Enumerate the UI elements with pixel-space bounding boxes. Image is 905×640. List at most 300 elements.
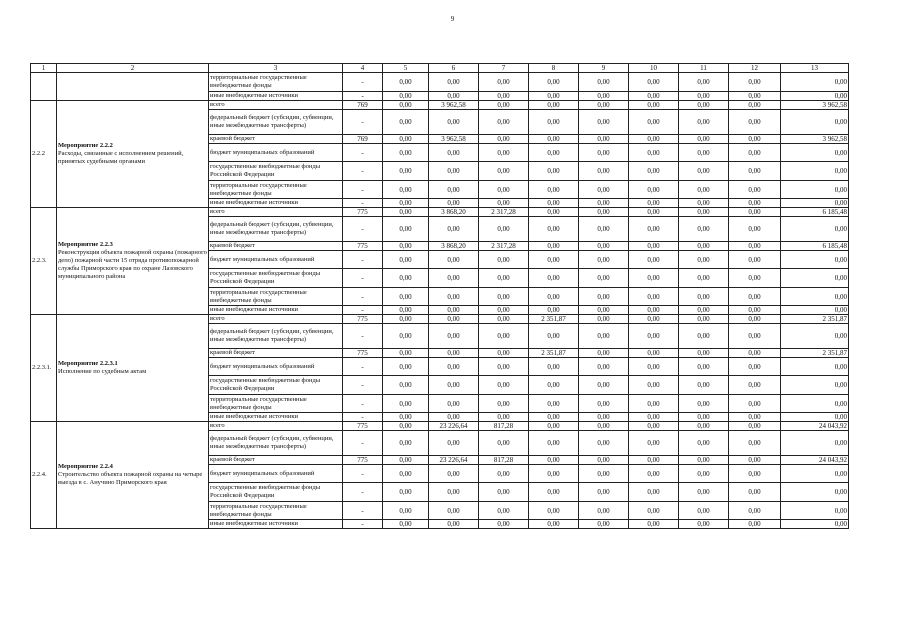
column-9-value: 0,00 — [579, 101, 629, 110]
column-13-value: 6 185,48 — [781, 208, 849, 217]
column-9-value: 0,00 — [579, 288, 629, 306]
column-number-12: 12 — [729, 64, 781, 73]
column-6-value: 0,00 — [429, 73, 479, 92]
funding-source: государственные внебюджетные фонды Российской Федерации — [209, 162, 343, 181]
column-8-value: 0,00 — [529, 144, 579, 162]
column-7-value: 0,00 — [479, 465, 529, 483]
column-11-value: 0,00 — [679, 520, 729, 529]
column-9-value: 0,00 — [579, 483, 629, 502]
column-8-value: 0,00 — [529, 242, 579, 251]
column-6-value: 3 962,58 — [429, 135, 479, 144]
measure-description — [57, 315, 209, 422]
column-12-value: 0,00 — [729, 269, 781, 288]
column-9-value: 0,00 — [579, 269, 629, 288]
column-9-value: 0,00 — [579, 144, 629, 162]
column-12-value: 0,00 — [729, 395, 781, 413]
column-10-value: 0,00 — [629, 92, 679, 101]
column-13-value: 24 043,92 — [781, 456, 849, 465]
column-5-value: 0,00 — [383, 349, 429, 358]
column-5-value: 0,00 — [383, 315, 429, 324]
column-4-value: - — [343, 73, 383, 92]
column-5-value: 0,00 — [383, 422, 429, 431]
column-7-value: 0,00 — [479, 315, 529, 324]
column-5-value: 0,00 — [383, 431, 429, 456]
column-5-value: 0,00 — [383, 162, 429, 181]
column-10-value: 0,00 — [629, 110, 679, 135]
column-number-row — [31, 64, 849, 73]
column-7-value: 0,00 — [479, 502, 529, 520]
column-13-value: 0,00 — [781, 110, 849, 135]
column-11-value: 0,00 — [679, 144, 729, 162]
column-5-value: 0,00 — [383, 208, 429, 217]
column-12-value: 0,00 — [729, 349, 781, 358]
column-11-value: 0,00 — [679, 465, 729, 483]
column-7-value: 0,00 — [479, 199, 529, 208]
column-7-value: 0,00 — [479, 376, 529, 395]
column-9-value: 0,00 — [579, 502, 629, 520]
column-4-value: - — [343, 483, 383, 502]
column-4-value: - — [343, 324, 383, 349]
column-4-value: - — [343, 181, 383, 199]
column-4-value: - — [343, 269, 383, 288]
column-7-value: 0,00 — [479, 251, 529, 269]
funding-source: бюджет муниципальных образований — [209, 251, 343, 269]
column-13-value: 0,00 — [781, 217, 849, 242]
column-7-value: 0,00 — [479, 395, 529, 413]
column-10-value: 0,00 — [629, 162, 679, 181]
column-5-value: 0,00 — [383, 358, 429, 376]
column-8-value: 0,00 — [529, 162, 579, 181]
column-7-value: 0,00 — [479, 110, 529, 135]
measure-title: Мероприятие 2.2.4 — [58, 463, 113, 470]
continuation-code-cell — [31, 73, 57, 101]
funding-source: территориальные государственные внебюджетные фонды — [209, 181, 343, 199]
column-4-value: - — [343, 199, 383, 208]
column-10-value: 0,00 — [629, 520, 679, 529]
column-5-value: 0,00 — [383, 324, 429, 349]
column-6-value: 23 226,64 — [429, 422, 479, 431]
column-8-value: 0,00 — [529, 413, 579, 422]
column-11-value: 0,00 — [679, 324, 729, 349]
column-5-value: 0,00 — [383, 73, 429, 92]
column-12-value: 0,00 — [729, 431, 781, 456]
column-7-value: 0,00 — [479, 92, 529, 101]
column-8-value: 0,00 — [529, 101, 579, 110]
column-12-value: 0,00 — [729, 73, 781, 92]
column-6-value: 23 226,64 — [429, 456, 479, 465]
column-12-value: 0,00 — [729, 92, 781, 101]
column-12-value: 0,00 — [729, 456, 781, 465]
column-13-value: 0,00 — [781, 483, 849, 502]
column-12-value: 0,00 — [729, 135, 781, 144]
funding-source: государственные внебюджетные фонды Российской Федерации — [209, 483, 343, 502]
measure-description — [57, 208, 209, 315]
column-number-10: 10 — [629, 64, 679, 73]
column-5-value: 0,00 — [383, 92, 429, 101]
column-12-value: 0,00 — [729, 306, 781, 315]
funding-source: федеральный бюджет (субсидии, субвенции, иные межбюджетные трансферты) — [209, 217, 343, 242]
column-number-9: 9 — [579, 64, 629, 73]
column-4-value: - — [343, 217, 383, 242]
column-9-value: 0,00 — [579, 349, 629, 358]
funding-source: бюджет муниципальных образований — [209, 144, 343, 162]
column-12-value: 0,00 — [729, 502, 781, 520]
column-4-value: - — [343, 306, 383, 315]
column-6-value: 0,00 — [429, 181, 479, 199]
column-5-value: 0,00 — [383, 483, 429, 502]
column-12-value: 0,00 — [729, 242, 781, 251]
column-12-value: 0,00 — [729, 144, 781, 162]
column-13-value: 0,00 — [781, 269, 849, 288]
column-13-value: 0,00 — [781, 431, 849, 456]
column-9-value: 0,00 — [579, 217, 629, 242]
column-4-value: 775 — [343, 349, 383, 358]
column-5-value: 0,00 — [383, 144, 429, 162]
column-number-2: 2 — [57, 64, 209, 73]
column-11-value: 0,00 — [679, 92, 729, 101]
column-6-value: 0,00 — [429, 502, 479, 520]
column-11-value: 0,00 — [679, 199, 729, 208]
column-11-value: 0,00 — [679, 502, 729, 520]
column-13-value: 2 351,87 — [781, 349, 849, 358]
column-11-value: 0,00 — [679, 315, 729, 324]
column-5-value: 0,00 — [383, 456, 429, 465]
column-9-value: 0,00 — [579, 431, 629, 456]
column-7-value: 0,00 — [479, 413, 529, 422]
column-9-value: 0,00 — [579, 324, 629, 349]
column-11-value: 0,00 — [679, 431, 729, 456]
column-8-value: 0,00 — [529, 199, 579, 208]
column-8-value: 0,00 — [529, 269, 579, 288]
column-4-value: - — [343, 358, 383, 376]
column-5-value: 0,00 — [383, 269, 429, 288]
funding-source: бюджет муниципальных образований — [209, 465, 343, 483]
column-9-value: 0,00 — [579, 73, 629, 92]
column-12-value: 0,00 — [729, 251, 781, 269]
budget-table — [30, 63, 849, 529]
column-7-value: 817,28 — [479, 422, 529, 431]
column-13-value: 2 351,87 — [781, 315, 849, 324]
column-8-value: 0,00 — [529, 306, 579, 315]
column-11-value: 0,00 — [679, 101, 729, 110]
column-10-value: 0,00 — [629, 413, 679, 422]
column-9-value: 0,00 — [579, 251, 629, 269]
column-number-8: 8 — [529, 64, 579, 73]
column-9-value: 0,00 — [579, 181, 629, 199]
column-8-value: 0,00 — [529, 483, 579, 502]
column-10-value: 0,00 — [629, 199, 679, 208]
column-5-value: 0,00 — [383, 217, 429, 242]
column-4-value: 769 — [343, 135, 383, 144]
measure-code: 2.2.2 — [31, 101, 57, 208]
column-10-value: 0,00 — [629, 422, 679, 431]
column-4-value: - — [343, 465, 383, 483]
column-8-value: 0,00 — [529, 110, 579, 135]
column-13-value: 0,00 — [781, 306, 849, 315]
column-12-value: 0,00 — [729, 288, 781, 306]
column-4-value: 775 — [343, 315, 383, 324]
column-7-value: 0,00 — [479, 101, 529, 110]
column-6-value: 0,00 — [429, 306, 479, 315]
measure-code: 2.2.4. — [31, 422, 57, 529]
column-13-value: 0,00 — [781, 376, 849, 395]
column-9-value: 0,00 — [579, 422, 629, 431]
measure-text: Исполнение по судебным актам — [58, 368, 147, 375]
column-number-1: 1 — [31, 64, 57, 73]
column-12-value: 0,00 — [729, 110, 781, 135]
column-5-value: 0,00 — [383, 520, 429, 529]
column-12-value: 0,00 — [729, 181, 781, 199]
column-10-value: 0,00 — [629, 306, 679, 315]
column-10-value: 0,00 — [629, 288, 679, 306]
column-10-value: 0,00 — [629, 315, 679, 324]
column-10-value: 0,00 — [629, 483, 679, 502]
column-12-value: 0,00 — [729, 101, 781, 110]
funding-source: иные внебюджетные источники — [209, 92, 343, 101]
column-6-value: 0,00 — [429, 144, 479, 162]
column-10-value: 0,00 — [629, 431, 679, 456]
column-11-value: 0,00 — [679, 73, 729, 92]
column-4-value: - — [343, 92, 383, 101]
column-13-value: 0,00 — [781, 413, 849, 422]
column-5-value: 0,00 — [383, 413, 429, 422]
column-13-value: 0,00 — [781, 92, 849, 101]
table-row — [31, 101, 849, 110]
funding-source: всего — [209, 208, 343, 217]
column-4-value: 775 — [343, 242, 383, 251]
column-13-value: 0,00 — [781, 288, 849, 306]
column-8-value: 0,00 — [529, 217, 579, 242]
column-13-value: 6 185,48 — [781, 242, 849, 251]
column-6-value: 0,00 — [429, 413, 479, 422]
column-6-value: 0,00 — [429, 162, 479, 181]
funding-source: иные внебюджетные источники — [209, 199, 343, 208]
column-7-value: 2 317,28 — [479, 208, 529, 217]
column-5-value: 0,00 — [383, 376, 429, 395]
column-11-value: 0,00 — [679, 242, 729, 251]
column-13-value: 0,00 — [781, 251, 849, 269]
column-4-value: 775 — [343, 208, 383, 217]
measure-description — [57, 101, 209, 208]
column-12-value: 0,00 — [729, 483, 781, 502]
funding-source: федеральный бюджет (субсидии, субвенции, иные межбюджетные трансферты) — [209, 110, 343, 135]
column-11-value: 0,00 — [679, 181, 729, 199]
column-10-value: 0,00 — [629, 269, 679, 288]
funding-source: краевой бюджет — [209, 135, 343, 144]
column-9-value: 0,00 — [579, 413, 629, 422]
column-7-value: 0,00 — [479, 520, 529, 529]
column-10-value: 0,00 — [629, 208, 679, 217]
column-9-value: 0,00 — [579, 208, 629, 217]
column-7-value: 0,00 — [479, 358, 529, 376]
column-4-value: - — [343, 251, 383, 269]
column-13-value: 0,00 — [781, 520, 849, 529]
column-12-value: 0,00 — [729, 422, 781, 431]
column-11-value: 0,00 — [679, 456, 729, 465]
column-8-value: 0,00 — [529, 251, 579, 269]
column-7-value: 0,00 — [479, 431, 529, 456]
column-13-value: 0,00 — [781, 199, 849, 208]
column-4-value: 775 — [343, 422, 383, 431]
column-6-value: 0,00 — [429, 315, 479, 324]
column-7-value: 0,00 — [479, 349, 529, 358]
measure-text: Реконструкция объекта пожарной охраны (пожарного депо) пожарной части 15 отряда противопожарной службы Приморского края по охране Лазовского муниципального района — [58, 249, 207, 280]
column-7-value: 0,00 — [479, 162, 529, 181]
column-10-value: 0,00 — [629, 456, 679, 465]
column-10-value: 0,00 — [629, 242, 679, 251]
column-5-value: 0,00 — [383, 251, 429, 269]
column-11-value: 0,00 — [679, 208, 729, 217]
column-8-value: 0,00 — [529, 502, 579, 520]
column-4-value: - — [343, 413, 383, 422]
column-9-value: 0,00 — [579, 242, 629, 251]
column-5-value: 0,00 — [383, 288, 429, 306]
column-9-value: 0,00 — [579, 92, 629, 101]
column-11-value: 0,00 — [679, 162, 729, 181]
column-8-value: 0,00 — [529, 520, 579, 529]
column-10-value: 0,00 — [629, 502, 679, 520]
funding-source: территориальные государственные внебюджетные фонды — [209, 288, 343, 306]
column-number-7: 7 — [479, 64, 529, 73]
column-10-value: 0,00 — [629, 376, 679, 395]
column-number-5: 5 — [383, 64, 429, 73]
measure-title: Мероприятие 2.2.2 — [58, 142, 113, 149]
column-10-value: 0,00 — [629, 395, 679, 413]
column-6-value: 0,00 — [429, 465, 479, 483]
column-6-value: 0,00 — [429, 110, 479, 135]
column-11-value: 0,00 — [679, 110, 729, 135]
column-13-value: 0,00 — [781, 395, 849, 413]
funding-source: федеральный бюджет (субсидии, субвенции, иные межбюджетные трансферты) — [209, 431, 343, 456]
column-6-value: 3 868,20 — [429, 242, 479, 251]
column-8-value: 0,00 — [529, 422, 579, 431]
page-number: 9 — [450, 15, 455, 23]
column-9-value: 0,00 — [579, 456, 629, 465]
column-13-value: 3 962,58 — [781, 135, 849, 144]
column-9-value: 0,00 — [579, 395, 629, 413]
column-8-value: 0,00 — [529, 465, 579, 483]
column-11-value: 0,00 — [679, 483, 729, 502]
continuation-description-cell — [57, 73, 209, 101]
funding-source: государственные внебюджетные фонды Российской Федерации — [209, 269, 343, 288]
column-6-value: 0,00 — [429, 520, 479, 529]
measure-title: Мероприятие 2.2.3 — [58, 241, 113, 248]
column-11-value: 0,00 — [679, 376, 729, 395]
column-7-value: 0,00 — [479, 324, 529, 349]
column-4-value: - — [343, 395, 383, 413]
column-5-value: 0,00 — [383, 135, 429, 144]
column-12-value: 0,00 — [729, 162, 781, 181]
funding-source: территориальные государственные внебюджетные фонды — [209, 502, 343, 520]
column-8-value: 0,00 — [529, 376, 579, 395]
funding-source: иные внебюджетные источники — [209, 413, 343, 422]
column-13-value: 0,00 — [781, 502, 849, 520]
column-12-value: 0,00 — [729, 217, 781, 242]
funding-source: федеральный бюджет (субсидии, субвенции, иные межбюджетные трансферты) — [209, 324, 343, 349]
column-6-value: 0,00 — [429, 358, 479, 376]
column-7-value: 0,00 — [479, 73, 529, 92]
column-4-value: - — [343, 376, 383, 395]
column-6-value: 0,00 — [429, 483, 479, 502]
column-6-value: 0,00 — [429, 431, 479, 456]
column-11-value: 0,00 — [679, 349, 729, 358]
column-10-value: 0,00 — [629, 181, 679, 199]
column-7-value: 0,00 — [479, 217, 529, 242]
column-12-value: 0,00 — [729, 315, 781, 324]
column-11-value: 0,00 — [679, 358, 729, 376]
column-5-value: 0,00 — [383, 502, 429, 520]
column-9-value: 0,00 — [579, 465, 629, 483]
measure-code: 2.2.3. — [31, 208, 57, 315]
funding-source: краевой бюджет — [209, 349, 343, 358]
column-5-value: 0,00 — [383, 110, 429, 135]
column-4-value: - — [343, 162, 383, 181]
column-6-value: 0,00 — [429, 199, 479, 208]
column-9-value: 0,00 — [579, 135, 629, 144]
column-8-value: 0,00 — [529, 358, 579, 376]
column-7-value: 0,00 — [479, 181, 529, 199]
funding-source: всего — [209, 101, 343, 110]
column-12-value: 0,00 — [729, 208, 781, 217]
column-11-value: 0,00 — [679, 269, 729, 288]
column-number-11: 11 — [679, 64, 729, 73]
column-9-value: 0,00 — [579, 110, 629, 135]
column-12-value: 0,00 — [729, 199, 781, 208]
funding-source: территориальные государственные внебюджетные фонды — [209, 73, 343, 92]
column-9-value: 0,00 — [579, 376, 629, 395]
column-8-value: 0,00 — [529, 135, 579, 144]
column-4-value: - — [343, 288, 383, 306]
measure-text: Расходы, связанные с исполнением решений, принятых судебными органами — [58, 150, 184, 165]
measure-description — [57, 422, 209, 529]
column-12-value: 0,00 — [729, 376, 781, 395]
funding-source: всего — [209, 315, 343, 324]
column-6-value: 0,00 — [429, 288, 479, 306]
funding-source: всего — [209, 422, 343, 431]
column-6-value: 0,00 — [429, 251, 479, 269]
column-11-value: 0,00 — [679, 251, 729, 269]
column-11-value: 0,00 — [679, 288, 729, 306]
column-12-value: 0,00 — [729, 324, 781, 349]
column-10-value: 0,00 — [629, 217, 679, 242]
column-11-value: 0,00 — [679, 135, 729, 144]
column-number-6: 6 — [429, 64, 479, 73]
column-8-value: 0,00 — [529, 395, 579, 413]
column-7-value: 2 317,28 — [479, 242, 529, 251]
column-4-value: 769 — [343, 101, 383, 110]
table-row — [31, 315, 849, 324]
column-5-value: 0,00 — [383, 395, 429, 413]
column-8-value: 0,00 — [529, 181, 579, 199]
column-12-value: 0,00 — [729, 358, 781, 376]
column-12-value: 0,00 — [729, 520, 781, 529]
column-4-value: 775 — [343, 456, 383, 465]
column-6-value: 0,00 — [429, 269, 479, 288]
column-13-value: 0,00 — [781, 358, 849, 376]
column-number-13: 13 — [781, 64, 849, 73]
column-8-value: 0,00 — [529, 92, 579, 101]
column-5-value: 0,00 — [383, 181, 429, 199]
column-11-value: 0,00 — [679, 306, 729, 315]
column-number-4: 4 — [343, 64, 383, 73]
column-10-value: 0,00 — [629, 135, 679, 144]
column-8-value: 0,00 — [529, 73, 579, 92]
column-8-value: 2 351,87 — [529, 315, 579, 324]
column-13-value: 24 043,92 — [781, 422, 849, 431]
column-4-value: - — [343, 502, 383, 520]
funding-source: территориальные государственные внебюджетные фонды — [209, 395, 343, 413]
column-6-value: 0,00 — [429, 349, 479, 358]
